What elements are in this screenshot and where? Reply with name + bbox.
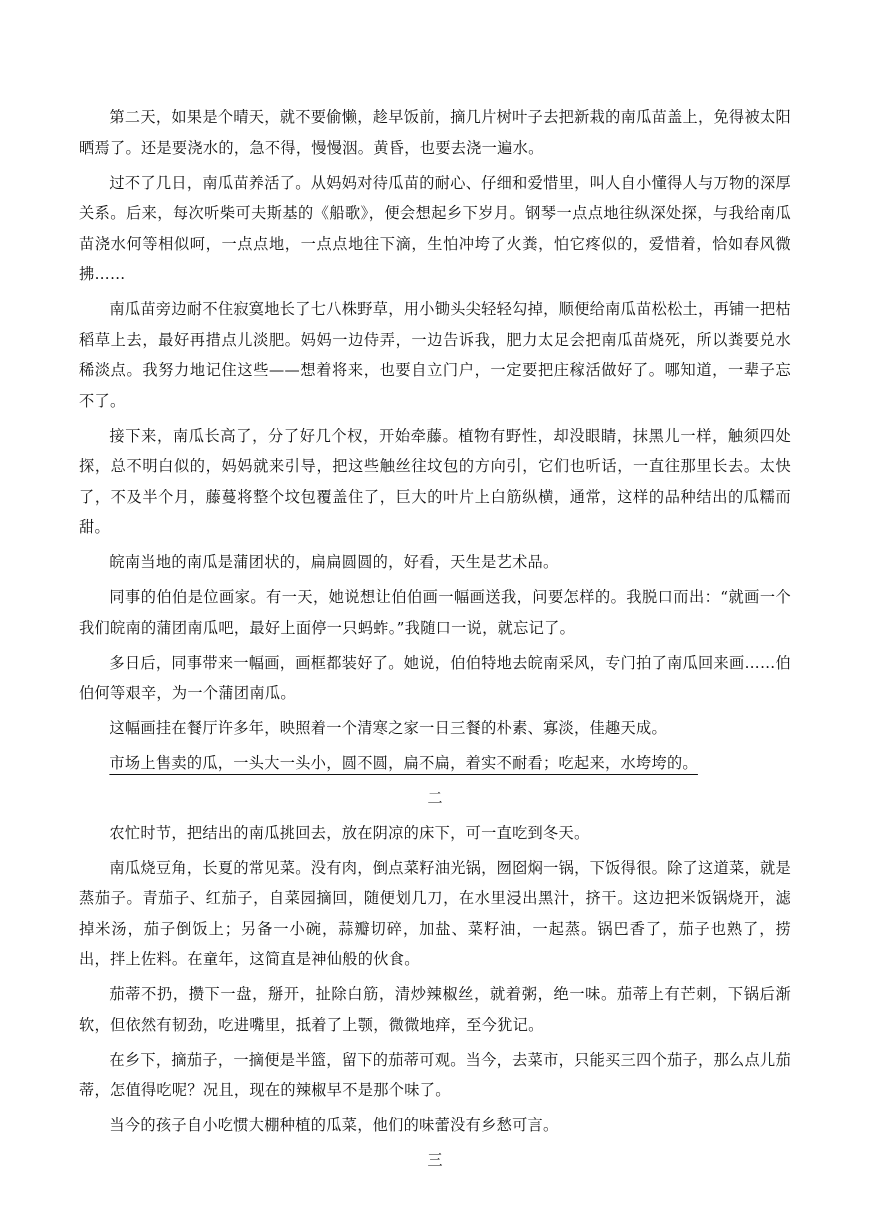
paragraph: 过不了几日，南瓜苗养活了。从妈妈对待瓜苗的耐心、仔细和爱惜里，叫人自小懂得人与万物的深厚关系。后来，每次听柴可夫斯基的《船歌》，便会想起乡下岁月。钢琴一点点地往纵深处探，与我给南瓜苗浇水何等相似呵，一点点地，一点点地往下滴，生怕冲垮了火粪，怕它疼似的，爱惜着，恰如春风微拂…… — [79, 173, 791, 283]
paragraph: 农忙时节，把结出的南瓜挑回去，放在阴凉的床下，可一直吃到冬天。 — [109, 823, 590, 842]
paragraph: 同事的伯伯是位画家。有一天，她说想让伯伯画一幅画送我，问要怎样的。我脱口而出：“就画一个我们皖南的蒲团南瓜吧，最好上面停一只蚂蚱。”我随口一说，就忘记了。 — [79, 588, 791, 637]
paragraph: 皖南当地的南瓜是蒲团状的，扁扁圆圆的，好看，天生是艺术品。 — [109, 553, 559, 571]
paragraph: 南瓜苗旁边耐不住寂寞地长了七八株野草，用小锄头尖轻轻勾掉，顺便给南瓜苗松松土，再铺一把枯稻草上去，最好再措点儿淡肥。妈妈一边侍弄，一边告诉我，肥力太足会把南瓜苗烧死，所以粪要兑水稀淡点。我努力地记住这些——想着将来，也要自立门户，一定要把庄稼活做好了。哪知道，一辈子忘不了。 — [79, 300, 791, 410]
paragraph: 接下来，南瓜长高了，分了好几个杈，开始牵藤。植物有野性，却没眼睛，抹黑儿一样，触须四处探，总不明白似的，妈妈就来引导，把这些触丝往坟包的方向引，它们也听话，一直往那里长去。太快了，不及半个月，藤蔓将整个坟包覆盖住了，巨大的叶片上白筋纵横，通常，这样的品种结出的瓜糯而甜。 — [79, 426, 791, 536]
underlined-paragraph — [79, 748, 791, 779]
paragraph: 多日后，同事带来一幅画，画框都装好了。她说，伯伯特地去皖南采风，专门拍了南瓜回来画……伯伯何等艰辛，为一个蒲团南瓜。 — [79, 653, 791, 702]
section-two-heading: 二 — [427, 789, 443, 807]
underlined-text: 市场上售卖的瓜，一头大一头小，圆不圆，扁不扁，着实不耐看；吃起来，水垮垮的。 — [109, 754, 698, 772]
paragraph: 当今的孩子自小吃惯大棚种植的瓜菜，他们的味蕾没有乡愁可言。 — [109, 1116, 559, 1134]
paragraph: 茄蒂不扔，攒下一盘，掰开，扯除白筋，清炒辣椒丝，就着粥，绝一味。茄蒂上有芒刺，下锅后渐软，但依然有韧劲，吃进嘴里，抵着了上颚，微微地痒，至今犹记。 — [79, 985, 791, 1034]
section-three-heading: 三 — [427, 1151, 443, 1169]
paragraph: 在乡下，摘茄子，一摘便是半篮，留下的茄蒂可观。当今，去菜市，只能买三四个茄子，那么点儿茄蒂，怎值得吃呢？况且，现在的辣椒早不是那个味了。 — [79, 1050, 791, 1099]
paragraph: 第二天，如果是个晴天，就不要偷懒，趁早饭前，摘几片树叶子去把新栽的南瓜苗盖上，免得被太阳晒焉了。还是要浇水的，急不得，慢慢洇。黄昏，也要去浇一遍水。 — [79, 108, 791, 157]
document-body — [79, 102, 791, 1180]
paragraph: 南瓜烧豆角，长夏的常见菜。没有肉，倒点菜籽油光锅，囫囵焖一锅，下饭得很。除了这道菜，就是蒸茄子。青茄子、红茄子，自菜园摘回，随便划几刀，在水里浸出黑汁，挤干。这边把米饭锅烧开，滤掉米汤，茄子倒饭上；另备一小碗，蒜瓣切碎，加盐、菜籽油，一起蒸。锅巴香了，茄子也熟了，捞出，拌上佐料。在童年，这简直是神仙般的伙食。 — [79, 858, 791, 968]
paragraph: 这幅画挂在餐厅许多年，映照着一个清寒之家一日三餐的朴素、寡淡，佳趣天成。 — [109, 719, 667, 737]
